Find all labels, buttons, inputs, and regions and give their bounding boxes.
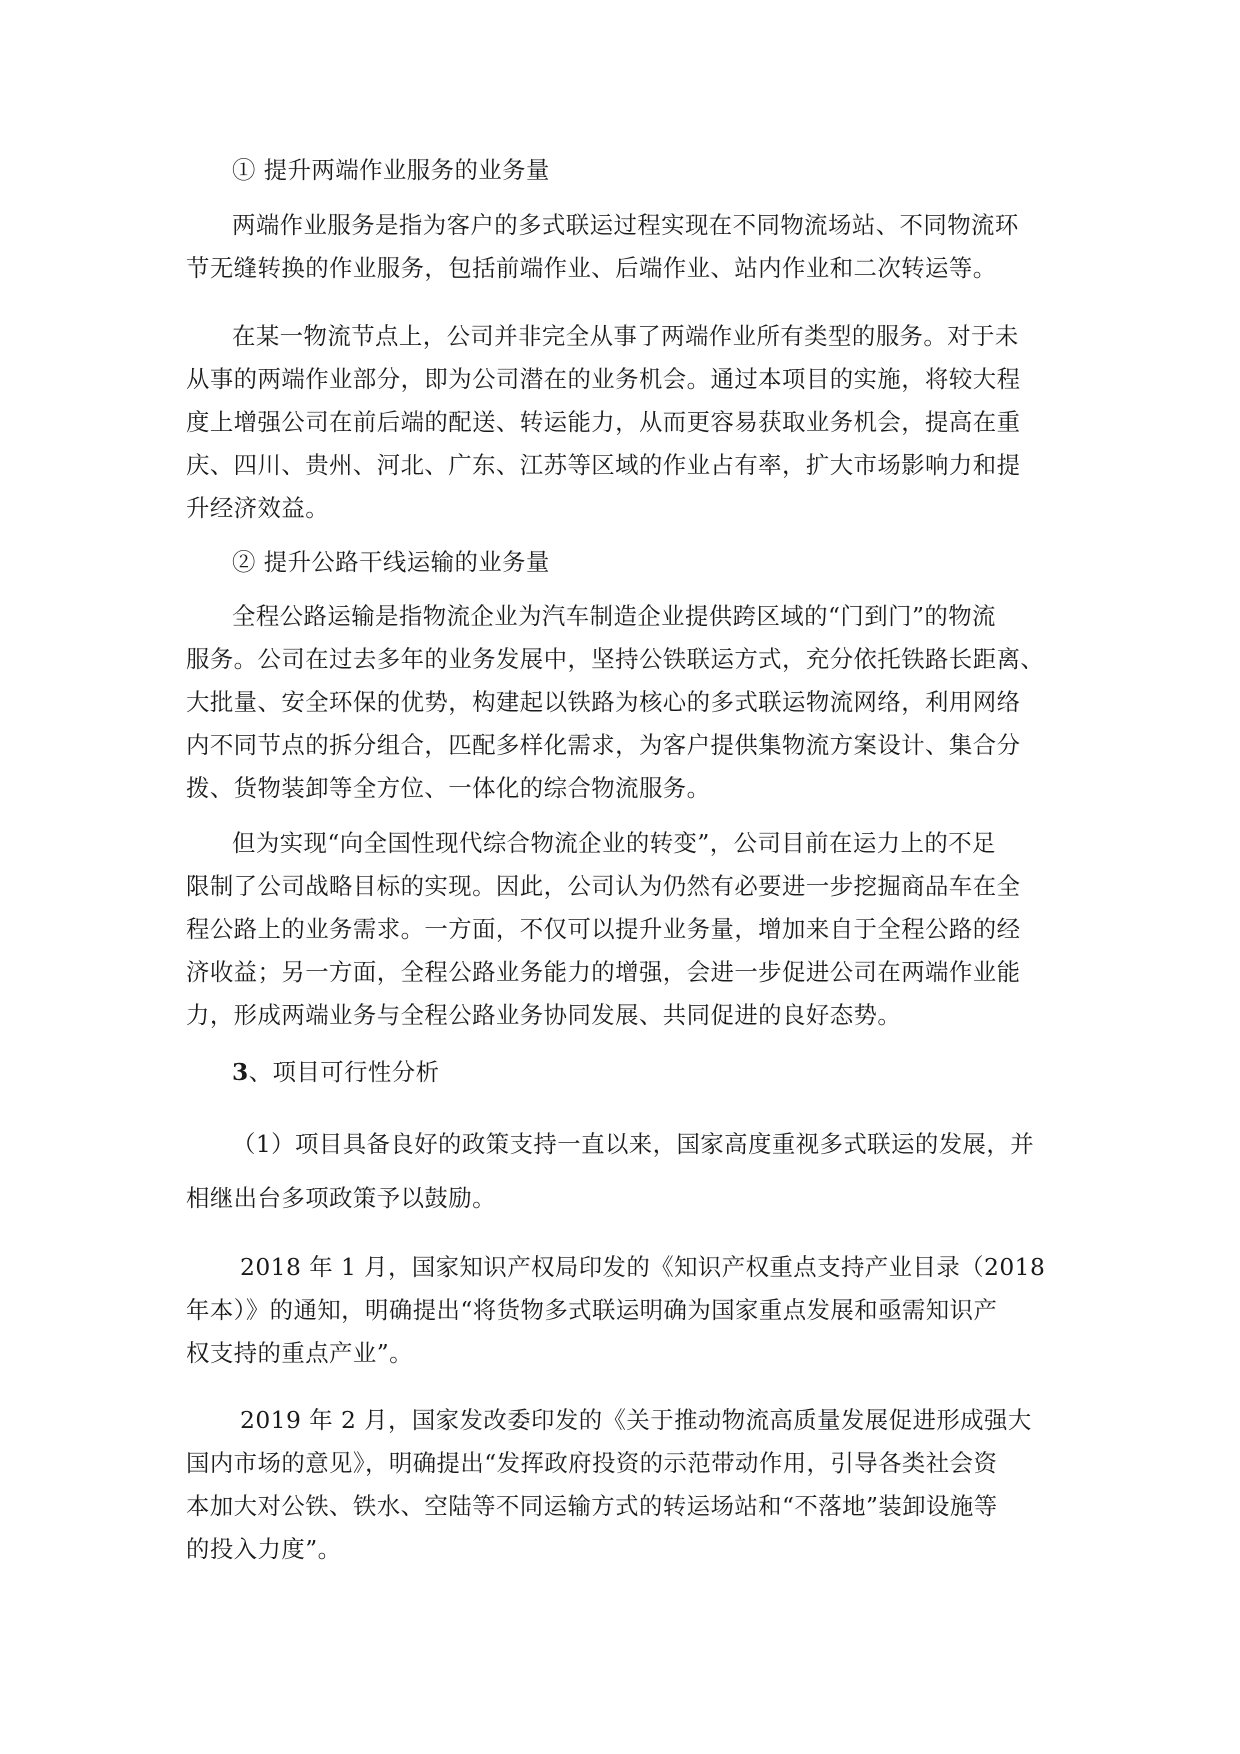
subheading-1: ① 提升两端作业服务的业务量 <box>232 156 550 184</box>
text-line: 节无缝转换的作业服务，包括前端作业、后端作业、站内作业和二次转运等。 <box>186 254 997 282</box>
text-line: （1）项目具备良好的政策支持一直以来，国家高度重视多式联运的发展，并 <box>232 1130 1035 1158</box>
text-line: 程公路上的业务需求。一方面，不仅可以提升业务量，增加来自于全程公路的经 <box>186 915 1021 943</box>
text-line: 限制了公司战略目标的实现。因此，公司认为仍然有必要进一步挖掘商品车在全 <box>186 872 1021 900</box>
text-line: 本加大对公铁、铁水、空陆等不同运输方式的转运场站和“不落地”装卸设施等 <box>186 1492 998 1520</box>
text-line: 2018 年 1 月，国家知识产权局印发的《知识产权重点支持产业目录（2018 <box>240 1253 1046 1281</box>
text-line: 济收益；另一方面，全程公路业务能力的增强，会进一步促进公司在两端作业能 <box>186 958 1021 986</box>
text-line: 的投入力度”。 <box>186 1535 342 1563</box>
text-line: 年本）》的通知，明确提出“将货物多式联运明确为国家重点发展和亟需知识产 <box>186 1296 998 1324</box>
text-line: 服务。公司在过去多年的业务发展中，坚持公铁联运方式，充分依托铁路长距离、 <box>186 645 1045 673</box>
text-line: 在某一物流节点上，公司并非完全从事了两端作业所有类型的服务。对于未 <box>232 322 1019 350</box>
text-line: 2019 年 2 月，国家发改委印发的《关于推动物流高质量发展促进形成强大 <box>240 1406 1032 1434</box>
text-line: 拨、货物装卸等全方位、一体化的综合物流服务。 <box>186 774 711 802</box>
section-title: 、项目可行性分析 <box>248 1058 440 1086</box>
section-heading-3 <box>232 1057 439 1087</box>
subheading-2: ② 提升公路干线运输的业务量 <box>232 548 550 576</box>
text-line: 大批量、安全环保的优势，构建起以铁路为核心的多式联运物流网络，利用网络 <box>186 688 1021 716</box>
text-line: 度上增强公司在前后端的配送、转运能力，从而更容易获取业务机会，提高在重 <box>186 408 1021 436</box>
text-line: 内不同节点的拆分组合，匹配多样化需求，为客户提供集物流方案设计、集合分 <box>186 731 1021 759</box>
text-line: 但为实现“向全国性现代综合物流企业的转变”，公司目前在运力上的不足 <box>232 829 996 857</box>
text-line: 从事的两端作业部分，即为公司潜在的业务机会。通过本项目的实施，将较大程 <box>186 365 1021 393</box>
text-line: 相继出台多项政策予以鼓励。 <box>186 1184 496 1212</box>
text-line: 力，形成两端业务与全程公路业务协同发展、共同促进的良好态势。 <box>186 1001 902 1029</box>
text-line: 全程公路运输是指物流企业为汽车制造企业提供跨区域的“门到门”的物流 <box>232 602 996 630</box>
text-line: 庆、四川、贵州、河北、广东、江苏等区域的作业占有率，扩大市场影响力和提 <box>186 451 1021 479</box>
text-line: 两端作业服务是指为客户的多式联运过程实现在不同物流场站、不同物流环 <box>232 211 1019 239</box>
text-line: 国内市场的意见》，明确提出“发挥政府投资的示范带动作用，引导各类社会资 <box>186 1449 998 1477</box>
text-line: 权支持的重点产业”。 <box>186 1339 413 1367</box>
section-number: 3 <box>232 1058 249 1086</box>
text-line: 升经济效益。 <box>186 494 330 522</box>
